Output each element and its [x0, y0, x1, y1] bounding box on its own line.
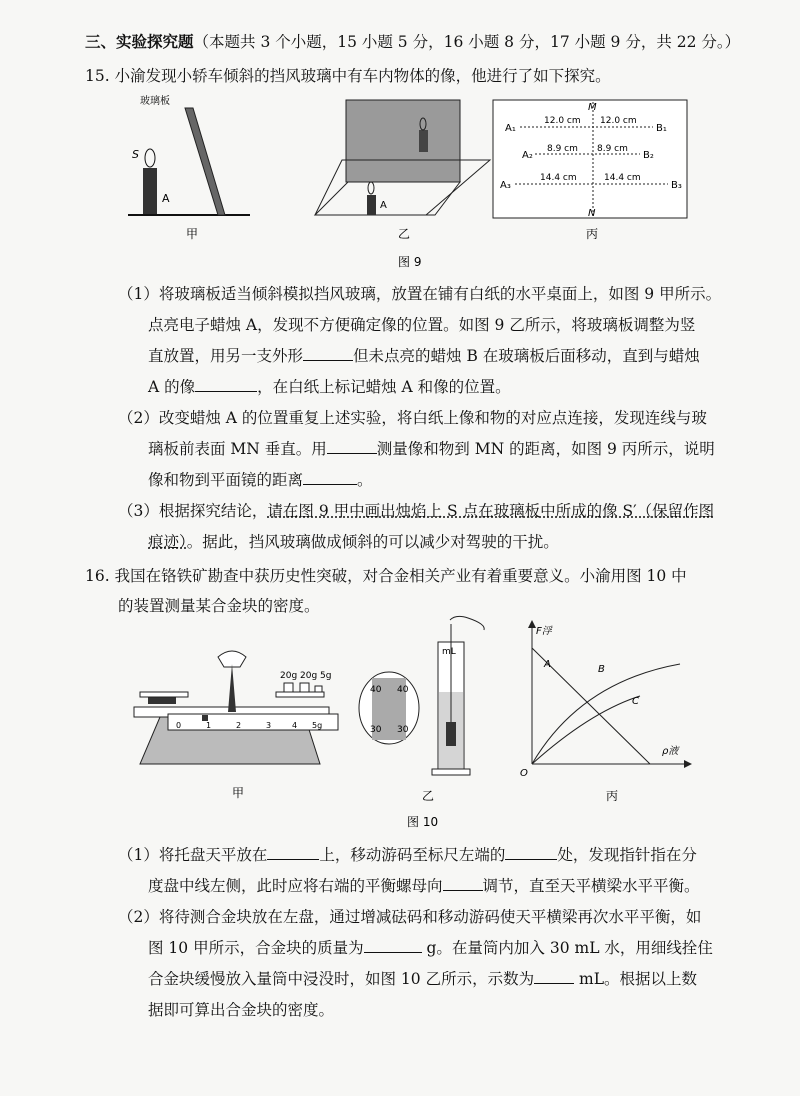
n-label: N [588, 208, 596, 219]
q15-p3-line2 [148, 530, 559, 552]
q16-p1-line1 [118, 843, 697, 865]
q15-p1-text4b: ，在白纸上标记蜡烛 A 和像的位置。 [257, 378, 511, 396]
answer-blank[interactable] [443, 876, 483, 891]
q15-p2-text1: 改变蜡烛 A 的位置重复上述实验，将白纸上像和物的对应点连接，发现连线与玻 [158, 409, 707, 427]
row3-left: A₃ [500, 180, 511, 191]
q15-p1-text1: 将玻璃板适当倾斜模拟挡风玻璃，放置在铺有白纸的水平桌面上，如图 9 甲所示。 [158, 285, 722, 303]
answer-blank[interactable] [327, 439, 377, 454]
scale-40-left: 40 [370, 685, 382, 695]
fig9-yi [315, 100, 490, 241]
rider-tick-3: 3 [266, 721, 272, 730]
q15-p1-num: （1） [118, 285, 159, 303]
fig9-jia [128, 94, 250, 241]
fig10-bing-graph [520, 620, 692, 803]
q15-p1-line2 [148, 313, 695, 335]
q15-p1-text3b: 但未点亮的蜡烛 B 在玻璃板后面移动，直到与蜡烛 [353, 347, 700, 365]
row3-right: B₃ [671, 180, 682, 191]
curve-a-label: A [544, 659, 551, 670]
q15-p3-line1 [118, 499, 714, 521]
answer-blank[interactable] [505, 845, 557, 860]
q16-p1-num: （1） [118, 846, 159, 864]
row1-left: A₁ [505, 123, 516, 134]
q15-p3-text1a: 根据探究结论， [158, 502, 268, 520]
row1-d1: 12.0 cm [544, 116, 581, 126]
sub-jia: 甲 [186, 227, 199, 241]
sub-bing-10: 丙 [606, 789, 619, 803]
q16-p2-line1 [118, 905, 701, 927]
glass-label: 玻璃板 [140, 96, 170, 107]
q15-p2-line2 [148, 437, 715, 459]
q16-p2-text2b: g。在量筒内加入 30 mL 水，用细线拴住 [421, 939, 713, 957]
q16-p2-text3b: mL。根据以上数 [574, 970, 698, 988]
rider [202, 715, 208, 721]
q16-p2-text3a: 合金块缓慢放入量筒中浸没时，如图 10 乙所示，示数为 [148, 970, 535, 988]
scale-30-left: 30 [370, 725, 382, 735]
fig10-jia-balance [134, 651, 338, 800]
answer-blank[interactable] [195, 377, 257, 392]
q15-p1-line3 [148, 344, 700, 366]
q16-p1-text2b: 调节，直至天平横梁水平平衡。 [482, 877, 700, 895]
q16-p1-text1b: 上，移动游码至标尺左端的 [319, 846, 506, 864]
hand [450, 616, 484, 630]
section-title: 三、实验探究题 [85, 32, 194, 51]
sub-jia-10: 甲 [232, 786, 245, 800]
q15-p2-text3b: 。 [357, 471, 373, 489]
row1-d2: 12.0 cm [600, 116, 637, 126]
q16-text1: 我国在铬铁矿勘查中获历史性突破，对合金相关产业有着重要意义。小渝用图 10 中 [114, 567, 687, 585]
m-label: M [588, 102, 597, 113]
q16-p1-text2a: 度盘中线左侧，此时应将右端的平衡螺母向 [148, 877, 443, 895]
q15-p1-line4 [148, 375, 511, 397]
q16-p2-line2 [148, 936, 713, 958]
q16-p2-text4: 据即可算出合金块的密度。 [148, 1001, 335, 1019]
a-label-yi: A [380, 200, 387, 211]
q15-p2-line1 [118, 406, 707, 428]
row1-right: B₁ [656, 123, 667, 134]
q15-p1-text4a: A 的像 [148, 378, 196, 396]
rider-tick-5: 5g [312, 721, 323, 730]
q15-p1-text2: 点亮电子蜡烛 A，发现不方便确定像的位置。如图 9 乙所示，将玻璃板调整为竖 [148, 316, 696, 334]
sub-yi: 乙 [398, 227, 411, 241]
curve-c-label: C [632, 696, 639, 707]
row3-d1: 14.4 cm [540, 173, 577, 183]
answer-blank[interactable] [534, 969, 574, 984]
q15-p2-text2b: 测量像和物到 MN 的距离，如图 9 丙所示，说明 [376, 440, 715, 458]
q15-p3-text2a: 痕迹） [148, 533, 187, 551]
q15-p2-text3a: 像和物到平面镜的距离 [148, 471, 304, 489]
q16-p2-line4 [148, 998, 334, 1020]
row2-d2: 8.9 cm [597, 144, 628, 154]
q16-text2: 的装置测量某合金块的密度。 [118, 597, 320, 615]
q15-number: 15. [85, 67, 110, 85]
origin-label: O [520, 768, 528, 779]
weight-5g [315, 686, 322, 692]
q16-p2-text2a: 图 10 甲所示，合金块的质量为 [148, 939, 364, 957]
fig10-caption: 图 10 [407, 815, 439, 829]
sub-bing: 丙 [586, 227, 599, 241]
fig9-caption: 图 9 [398, 255, 422, 269]
scale-40-right: 40 [397, 685, 409, 695]
scale-30-right: 30 [397, 725, 409, 735]
sub-yi-10: 乙 [422, 789, 435, 803]
q16-p1-text1a: 将托盘天平放在 [158, 846, 268, 864]
alloy-submerged [446, 722, 456, 746]
q15-p2-line3 [148, 468, 373, 490]
f-axis-label: F浮 [536, 626, 552, 637]
q16-p2-num: （2） [118, 908, 159, 926]
weight-20g-1 [284, 683, 293, 692]
rider-tick-1: 1 [206, 721, 212, 730]
q15-stem-text: 小渝发现小轿车倾斜的挡风玻璃中有车内物体的像，他进行了如下探究。 [114, 67, 611, 85]
weights-label: 20g 20g 5g [280, 671, 332, 681]
q15-p2-text2a: 璃板前表面 MN 垂直。用 [148, 440, 327, 458]
q15-p2-num: （2） [118, 409, 159, 427]
weight-20g-2 [300, 683, 309, 692]
fig10-yi-cylinder [359, 616, 484, 803]
q15-p3-num: （3） [118, 502, 159, 520]
row2-right: B₂ [643, 150, 654, 161]
q16-p1-text1c: 处，发现指针指在分 [557, 846, 697, 864]
a-label-jia: A [162, 192, 170, 205]
row2-left: A₂ [522, 150, 533, 161]
answer-blank[interactable] [267, 845, 319, 860]
q15-p1-text3a: 直放置，用另一支外形 [148, 347, 304, 365]
q16-number: 16. [85, 567, 110, 585]
q16-p2-line3 [148, 967, 697, 989]
answer-blank[interactable] [303, 470, 357, 485]
fig9-bing [493, 100, 687, 241]
figure-9 [110, 90, 700, 270]
q15-p3-text1b: 请在图 9 甲中画出烛焰上 S 点在玻璃板中所成的像 S′（保留作图 [267, 502, 715, 520]
answer-blank[interactable] [303, 346, 353, 361]
row2-d1: 8.9 cm [547, 144, 578, 154]
section-note: （本题共 3 个小题，15 小题 5 分，16 小题 8 分，17 小题 9 分，共 22 分。） [193, 33, 741, 51]
q16-p2-text1: 将待测合金块放在左盘，通过增减砝码和移动游码使天平横梁再次水平平衡，如 [158, 908, 702, 926]
rho-axis-label: ρ液 [662, 746, 679, 757]
section-heading [85, 30, 740, 52]
q15-stem [85, 64, 611, 86]
cylinder-unit: mL [442, 647, 456, 657]
q16-p1-line2 [148, 874, 700, 896]
q16-line1 [85, 564, 687, 586]
s-label: S [132, 148, 139, 161]
curve-b-label: B [598, 664, 605, 675]
curve-b [532, 664, 680, 764]
q15-p1-line1 [118, 282, 721, 304]
curve-c [532, 696, 640, 764]
rider-tick-2: 2 [236, 721, 242, 730]
answer-blank[interactable] [364, 938, 422, 953]
row3-d2: 14.4 cm [604, 173, 641, 183]
rider-tick-0: 0 [176, 721, 182, 730]
figure-10 [120, 612, 700, 834]
rider-tick-4: 4 [292, 721, 298, 730]
q15-p3-text2b: 。据此，挡风玻璃做成倾斜的可以减少对驾驶的干扰。 [186, 533, 559, 551]
